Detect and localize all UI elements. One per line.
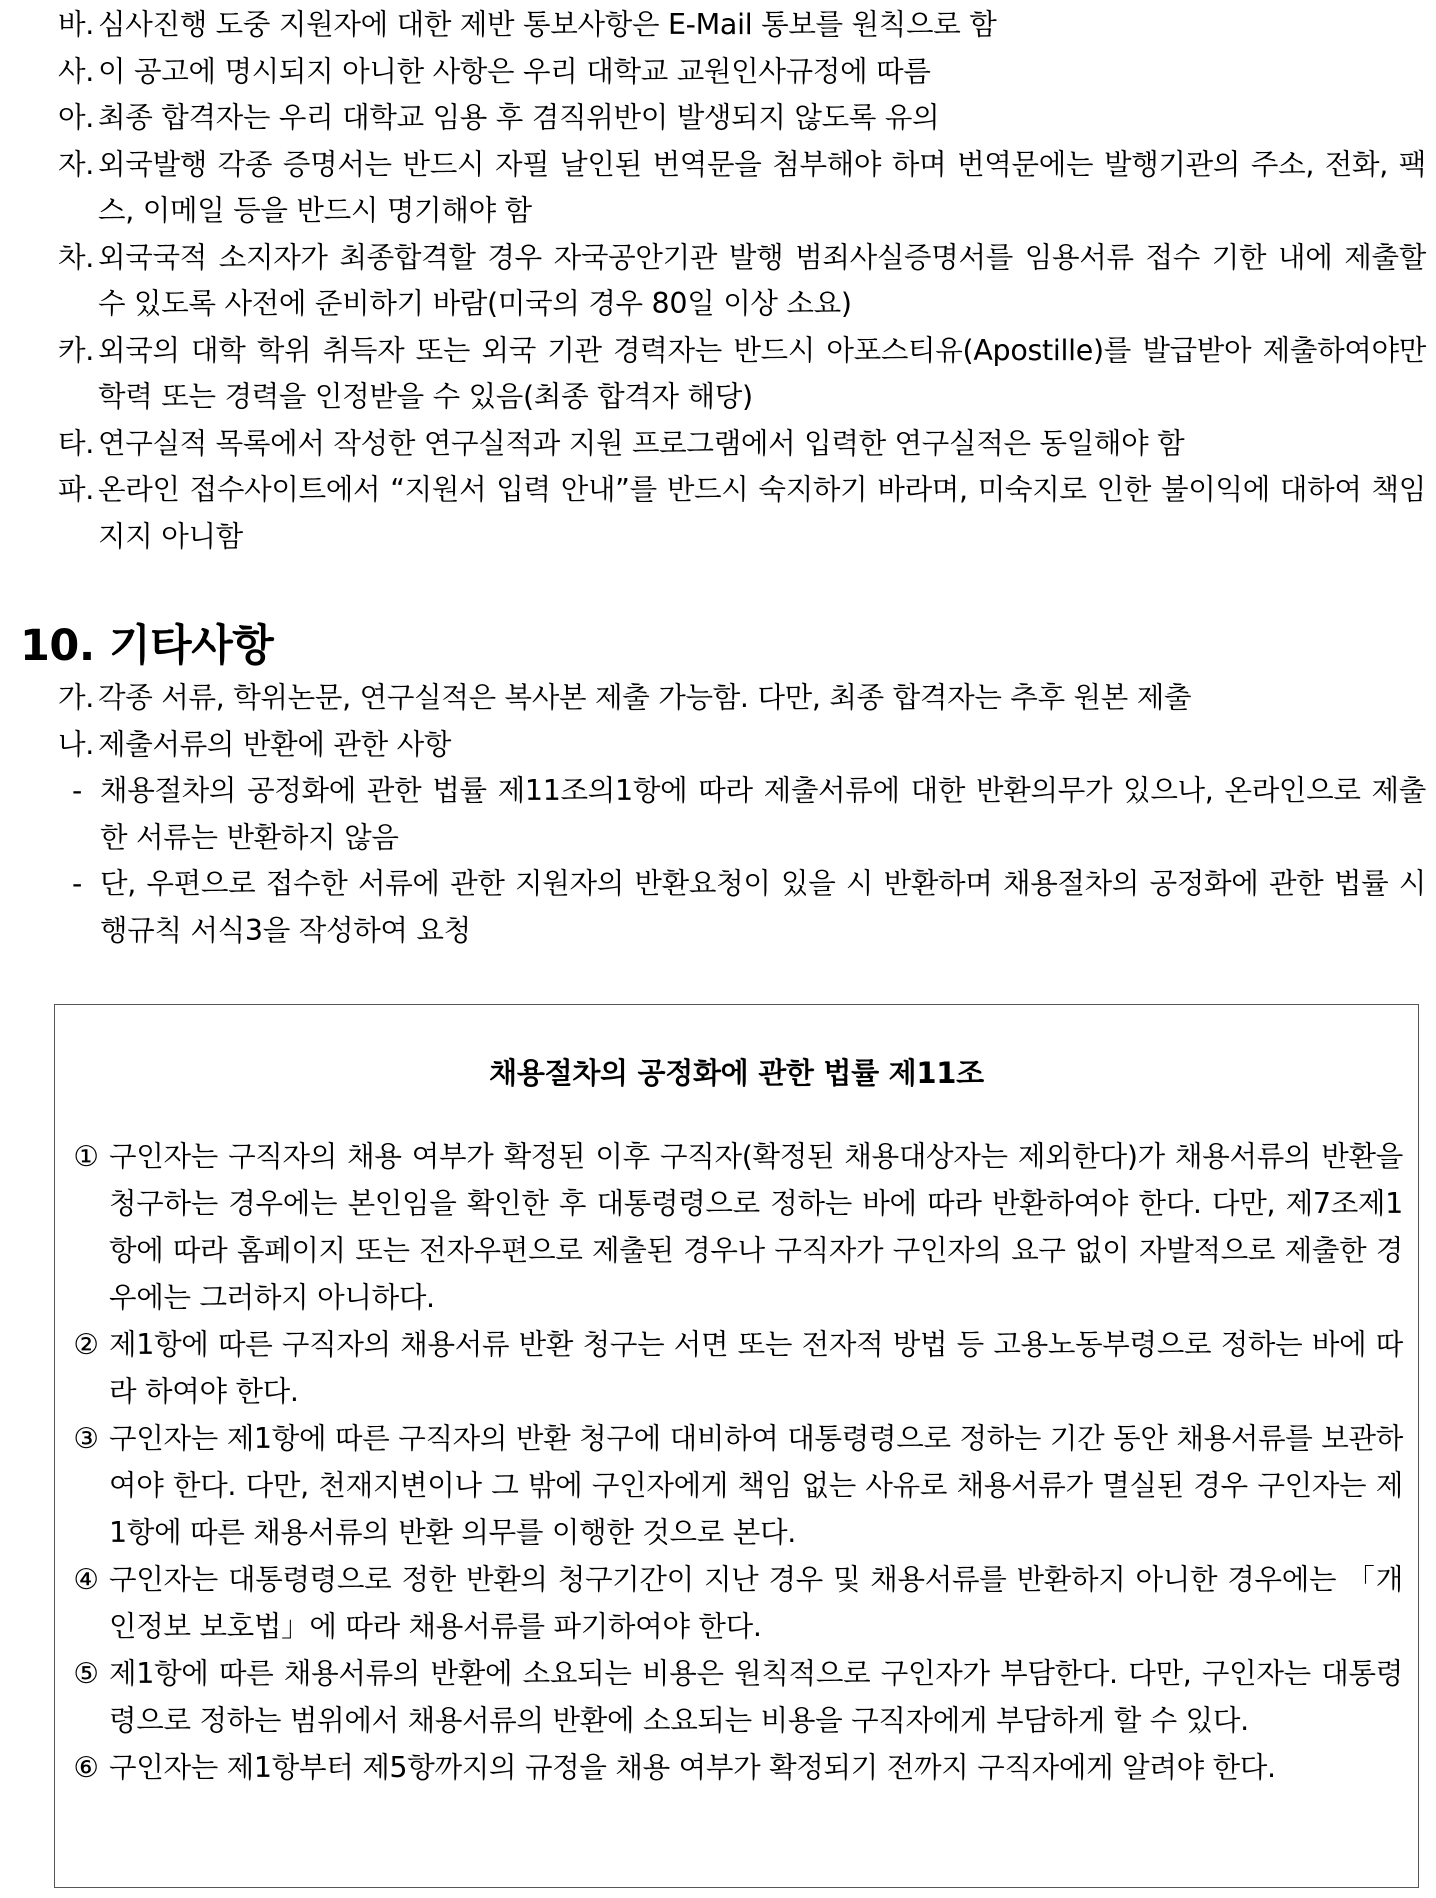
law-excerpt-box <box>54 1004 1419 1888</box>
item-text: 외국의 대학 학위 취득자 또는 외국 기관 경력자는 반드시 아포스티유(Apostille)를 발급받아 제출하여야만 학력 또는 경력을 인정받을 수 있음(최종 합격자 해당) <box>98 333 1426 413</box>
list-item <box>58 467 1426 560</box>
item-marker: 파. <box>58 473 94 506</box>
list-item <box>58 722 1426 769</box>
section-10-list <box>58 675 1426 954</box>
list-item <box>58 95 1426 142</box>
law-title: 채용절차의 공정화에 관한 법률 제11조 <box>489 1056 984 1090</box>
section-heading: 10. 기타사항 <box>20 621 274 671</box>
list-item <box>58 2 1426 49</box>
item-text: 채용절차의 공정화에 관한 법률 제11조의1항에 따라 제출서류에 대한 반환의무가 있으나, 온라인으로 제출한 서류는 반환하지 않음 <box>100 774 1426 854</box>
item-text: 이 공고에 명시되지 아니한 사항은 우리 대학교 교원인사규정에 따름 <box>98 54 931 88</box>
item-marker: 나. <box>58 727 94 761</box>
item-text: 연구실적 목록에서 작성한 연구실적과 지원 프로그램에서 입력한 연구실적은 동일해야 함 <box>98 426 1185 460</box>
clause-number: ⑤ <box>73 1657 99 1690</box>
law-clause <box>63 1133 1403 1321</box>
law-clause <box>63 1650 1403 1744</box>
item-marker: 바. <box>58 8 94 41</box>
clause-number: ① <box>73 1140 99 1173</box>
item-text: 각종 서류, 학위논문, 연구실적은 복사본 제출 가능함. 다만, 최종 합격자는 추후 원본 제출 <box>98 681 1192 714</box>
list-item <box>58 49 1426 96</box>
item-marker: 아. <box>58 101 94 134</box>
item-marker: 차. <box>58 240 94 274</box>
item-marker: 가. <box>58 681 94 714</box>
list-item <box>58 235 1426 328</box>
item-text: 제출서류의 반환에 관한 사항 <box>98 727 452 761</box>
item-marker: 타. <box>58 426 94 460</box>
clause-text: 제1항에 따른 채용서류의 반환에 소요되는 비용은 원칙적으로 구인자가 부담한다. 다만, 구인자는 대통령령으로 정하는 범위에서 채용서류의 반환에 소요되는 비용을 구직자에게 부담하게 할 수 있다. <box>109 1657 1403 1737</box>
item-text: 심사진행 도중 지원자에 대한 제반 통보사항은 E-Mail 통보를 원칙으로 함 <box>98 8 997 41</box>
item-marker: 자. <box>58 147 94 181</box>
clause-number: ④ <box>73 1563 99 1596</box>
law-clause-list <box>63 1133 1403 1791</box>
item-text: 단, 우편으로 접수한 서류에 관한 지원자의 반환요청이 있을 시 반환하며 채용절차의 공정화에 관한 법률 시행규칙 서식3을 작성하여 요청 <box>100 867 1426 947</box>
sub-list-item <box>72 768 1426 861</box>
law-clause <box>63 1556 1403 1650</box>
clause-text: 제1항에 따른 구직자의 채용서류 반환 청구는 서면 또는 전자적 방법 등 고용노동부령으로 정하는 바에 따라 하여야 한다. <box>109 1328 1403 1408</box>
list-item <box>58 142 1426 235</box>
item-text: 최종 합격자는 우리 대학교 임용 후 겸직위반이 발생되지 않도록 유의 <box>98 101 940 134</box>
list-item <box>58 328 1426 421</box>
list-item <box>58 675 1426 722</box>
clause-text: 구인자는 제1항부터 제5항까지의 규정을 채용 여부가 확정되기 전까지 구직자에게 알려야 한다. <box>109 1751 1276 1784</box>
list-item <box>58 421 1426 468</box>
clause-number: ③ <box>73 1422 99 1455</box>
item-marker: - <box>72 774 82 807</box>
notice-list <box>58 2 1426 560</box>
law-clause <box>63 1744 1403 1791</box>
clause-text: 구인자는 대통령령으로 정한 반환의 청구기간이 지난 경우 및 채용서류를 반환하지 아니한 경우에는 「개인정보 보호법」에 따라 채용서류를 파기하여야 한다. <box>109 1563 1403 1643</box>
clause-number: ② <box>73 1328 99 1361</box>
item-marker: - <box>72 867 82 900</box>
item-text: 온라인 접수사이트에서 “지원서 입력 안내”를 반드시 숙지하기 바라며, 미숙지로 인한 불이익에 대하여 책임지지 아니함 <box>98 473 1426 553</box>
clause-number: ⑥ <box>73 1751 99 1784</box>
item-text: 외국발행 각종 증명서는 반드시 자필 날인된 번역문을 첨부해야 하며 번역문에는 발행기관의 주소, 전화, 팩스, 이메일 등을 반드시 명기해야 함 <box>98 147 1426 227</box>
law-clause <box>63 1415 1403 1556</box>
law-clause <box>63 1321 1403 1415</box>
sub-list-item <box>72 861 1426 954</box>
item-marker: 카. <box>58 333 94 367</box>
item-marker: 사. <box>58 54 94 88</box>
clause-text: 구인자는 구직자의 채용 여부가 확정된 이후 구직자(확정된 채용대상자는 제외한다)가 채용서류의 반환을 청구하는 경우에는 본인임을 확인한 후 대통령령으로 정하는 바에 따라 반환하여야 한다. 다만, 제7조제1항에 따라 홈페이지 또는 전자우편으로 제출된 경우나 구직자가 구인자의 요구 없이 자발적으로 제출한 경우에는 그러하지 아니하다. <box>109 1140 1403 1314</box>
clause-text: 구인자는 제1항에 따른 구직자의 반환 청구에 대비하여 대통령령으로 정하는 기간 동안 채용서류를 보관하여야 한다. 다만, 천재지변이나 그 밖에 구인자에게 책임 없는 사유로 채용서류가 멸실된 경우 구인자는 제1항에 따른 채용서류의 반환 의무를 이행한 것으로 본다. <box>109 1422 1403 1549</box>
item-text: 외국국적 소지자가 최종합격할 경우 자국공안기관 발행 범죄사실증명서를 임용서류 접수 기한 내에 제출할 수 있도록 사전에 준비하기 바람(미국의 경우 80일 이상 소요) <box>98 240 1426 320</box>
